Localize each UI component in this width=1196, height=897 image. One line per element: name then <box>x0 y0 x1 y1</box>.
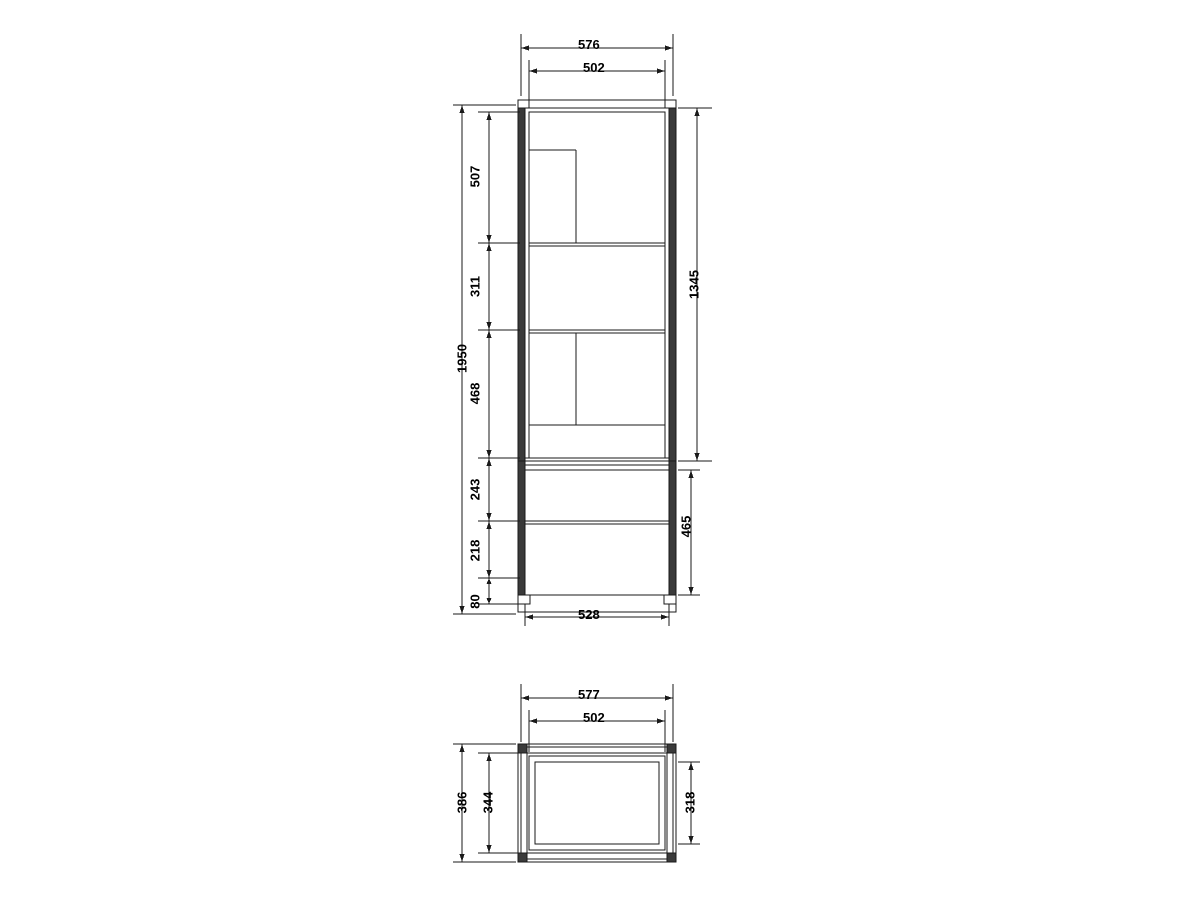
dim-label-front-overall-height: 1950 <box>454 344 470 373</box>
dim-label-top-overall-depth: 386 <box>454 791 470 814</box>
dim-label-front-inner-width: 502 <box>583 60 605 75</box>
dim-label-top-mid-depth: 344 <box>480 791 496 814</box>
front-view-geometry <box>518 100 676 612</box>
dim-label-front-overall-width: 576 <box>578 37 600 52</box>
dim-label-front-shelf-gap-3: 468 <box>467 382 483 405</box>
dim-label-front-plinth-height: 80 <box>467 594 483 609</box>
dim-label-front-shelf-gap-2: 311 <box>467 276 483 297</box>
dim-label-front-upper-section-height: 1345 <box>686 270 702 299</box>
dim-label-front-lower-section-height: 465 <box>678 515 694 538</box>
dim-label-top-overall-width: 577 <box>578 687 600 702</box>
dim-label-top-inner-depth: 318 <box>682 791 698 814</box>
dim-label-front-shelf-gap-4: 243 <box>467 478 483 501</box>
dim-label-front-shelf-gap-5: 218 <box>467 539 483 562</box>
dim-label-top-inner-width: 502 <box>583 710 605 725</box>
dim-label-front-base-width: 528 <box>578 607 600 622</box>
top-view-geometry <box>518 744 676 862</box>
dim-label-front-shelf-gap-1: 507 <box>467 165 483 188</box>
